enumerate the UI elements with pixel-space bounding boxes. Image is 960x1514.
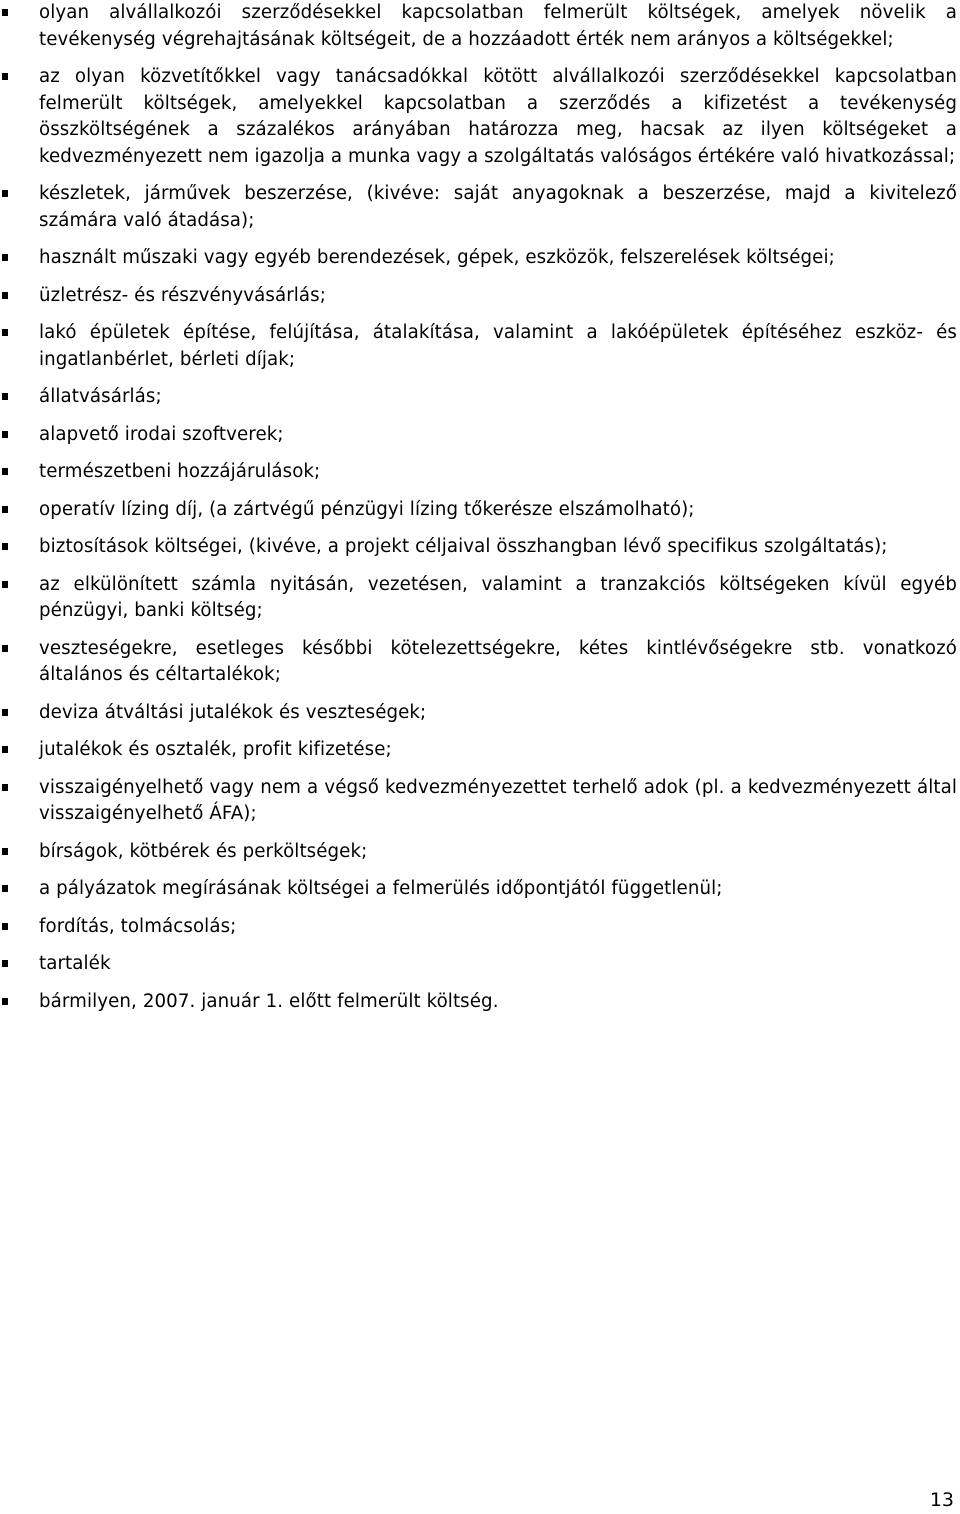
list-item (39, 320, 957, 373)
list-item (39, 775, 957, 828)
list-item (39, 181, 957, 234)
page-number: 13 (929, 1489, 954, 1511)
list-item-text: üzletrész- és részvényvásárlás; (39, 284, 326, 306)
list-item (39, 636, 957, 689)
list-item-text: készletek, járművek beszerzése, (kivéve: saját anyagoknak a beszerzése, majd a kivitelező számára való átadása); (39, 183, 957, 231)
list-item (39, 64, 957, 170)
list-item-text: visszaigényelhető vagy nem a végső kedvezményezettet terhelő adok (pl. a kedvezményezett által visszaigényelhető ÁFA); (39, 776, 957, 824)
list-item-text: fordítás, tolmácsolás; (39, 915, 237, 937)
list-item-text: az elkülönített számla nyitásán, vezetésen, valamint a tranzakciós költségeken kívül egyéb pénzügyi, banki költség; (39, 573, 957, 621)
list-item (39, 283, 957, 310)
list-item-text: lakó épületek építése, felújítása, átalakítása, valamint a lakóépületek építéséhez eszköz- és ingatlanbérlet, bérleti díjak; (39, 322, 957, 370)
list-item-text: deviza átváltási jutalékok és veszteségek; (39, 701, 427, 723)
list-item (39, 422, 957, 449)
list-item-text: olyan alvállalkozói szerződésekkel kapcsolatban felmerült költségek, amelyek növelik a tevékenység végrehajtásának költségeit, de a hozzáadott érték nem arányos a költségekkel; (39, 2, 957, 50)
list-item-text: használt műszaki vagy egyéb berendezések, gépek, eszközök, felszerelések költségei; (39, 247, 835, 268)
list-item (39, 876, 957, 903)
list-item (39, 572, 957, 625)
list-item-text: az olyan közvetítőkkel vagy tanácsadókkal kötött alvállalkozói szerződésekkel kapcsolatban felmerült költségek, amelyekkel kapcsolatban a szerződés a kifizetést a tevékenység összköltségének a százalékos arányában határozza meg, hacsak az ilyen költségeket a kedvezményezett nem igazolja a munka vagy a szolgáltatás valóságos értékére való hivatkozással; (39, 66, 957, 167)
list-item (39, 0, 957, 53)
list-item (39, 914, 957, 941)
list-item (39, 459, 957, 486)
list-item-text: veszteségekre, esetleges későbbi kötelezettségekre, kétes kintlévőségekre stb. vonatkozó általános és céltartalékok; (39, 637, 957, 685)
list-item (39, 245, 957, 272)
list-item (39, 989, 957, 1016)
list-item (39, 839, 957, 866)
list-item (39, 497, 957, 524)
list-item-text: természetbeni hozzájárulások; (39, 461, 321, 482)
list-item-text: jutalékok és osztalék, profit kifizetése; (39, 739, 392, 760)
list-item (39, 384, 957, 411)
list-item (39, 534, 957, 561)
list-item-text: bármilyen, 2007. január 1. előtt felmerült költség. (39, 990, 499, 1012)
list-item-text: a pályázatok megírásának költségei a felmerülés időpontjától függetlenül; (39, 878, 723, 899)
list-item-text: tartalék (39, 953, 111, 974)
list-item-text: operatív lízing díj, (a zártvégű pénzügyi lízing tőkerésze elszámolható); (39, 498, 695, 520)
list-item-text: biztosítások költségei, (kivéve, a projekt céljaival összhangban lévő specifikus szolgáltatás); (39, 536, 888, 557)
list-item (39, 700, 957, 727)
list-item (39, 737, 957, 764)
list-item-text: állatvásárlás; (39, 386, 162, 407)
list-item (39, 951, 957, 978)
ineligible-costs-list (39, 0, 957, 1026)
list-item-text: alapvető irodai szoftverek; (39, 423, 284, 445)
list-item-text: bírságok, kötbérek és perköltségek; (39, 840, 368, 862)
